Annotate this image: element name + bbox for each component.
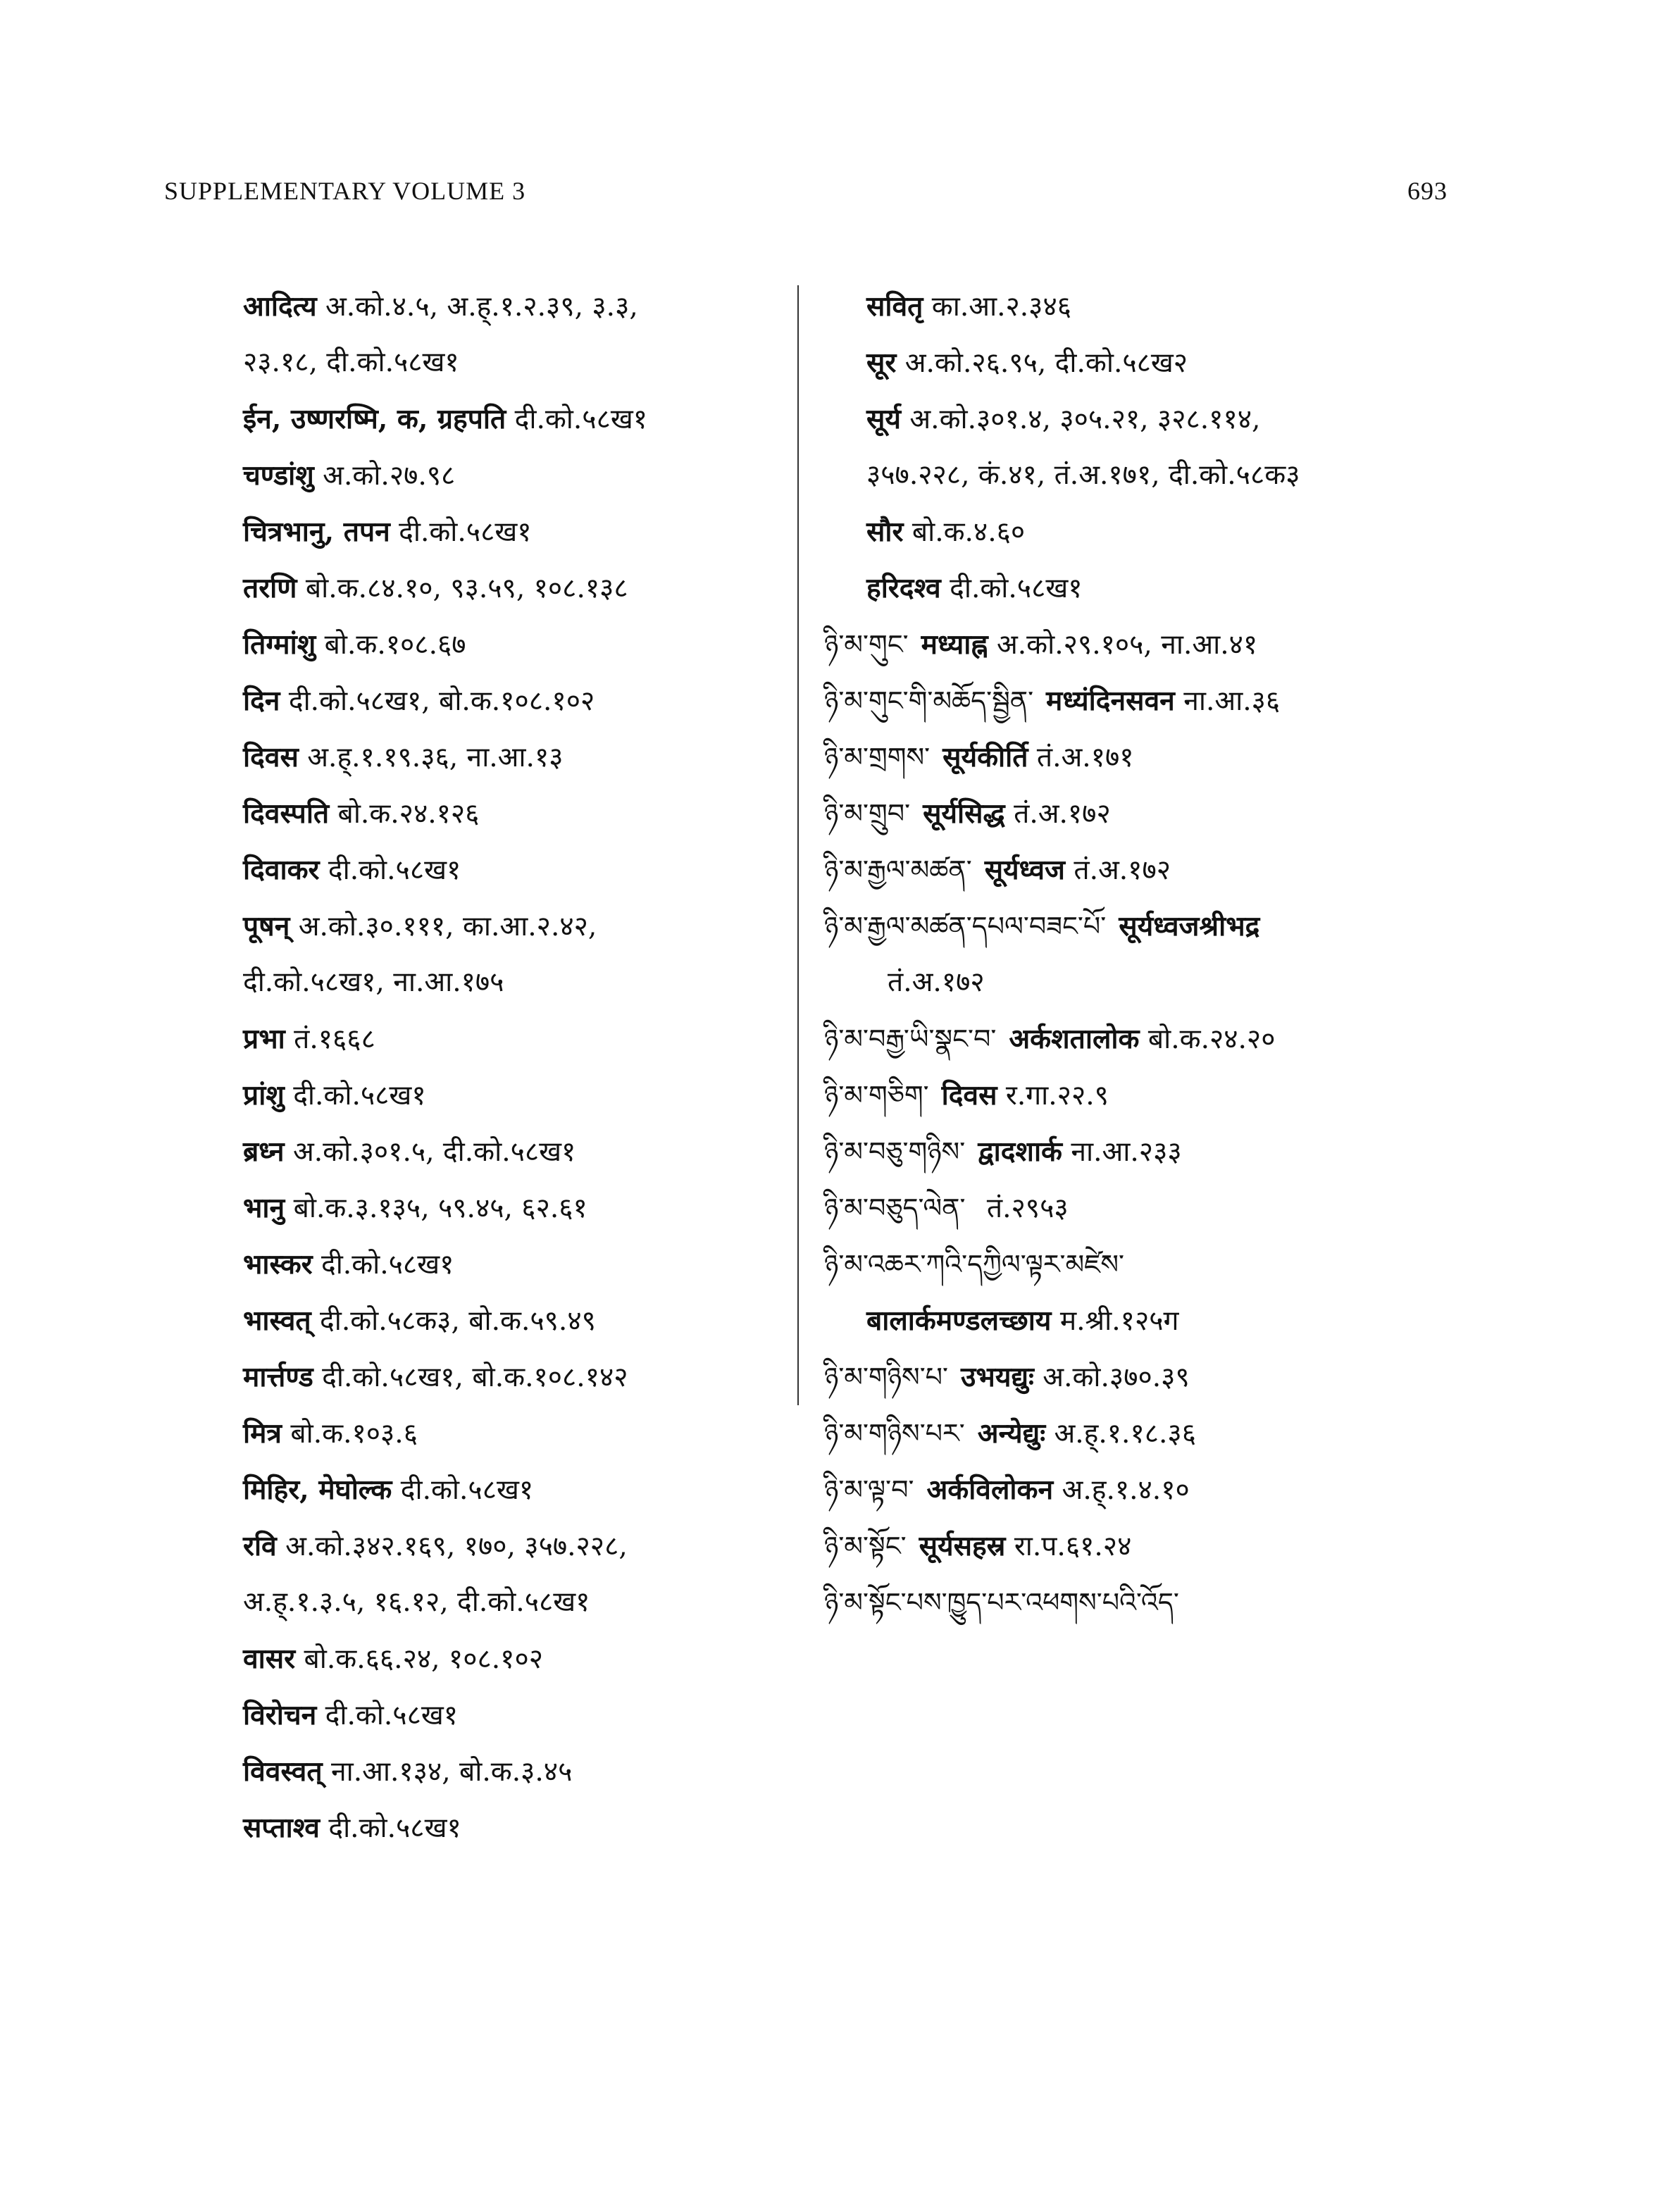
reference: दी.को.५८ख१: [390, 516, 532, 548]
headword: भानु: [243, 1192, 285, 1224]
entry-line: [824, 616, 1571, 673]
headword: विवस्वत्: [243, 1755, 323, 1788]
entry-line: [243, 1743, 807, 1800]
headword: मार्त्तण्ड: [243, 1361, 313, 1393]
reference: बो.क.६६.२४, १०८.१०२: [295, 1643, 544, 1675]
running-title: SUPPLEMENTARY VOLUME 3: [164, 177, 526, 205]
headword: हरिदश्व: [866, 572, 941, 604]
reference: रा.प.६१.२४: [1005, 1531, 1132, 1562]
tibetan-term: ཉི་མ་རྒྱལ་མཚན་དཔལ་བཟང་པོ་: [824, 911, 1107, 942]
reference: म.श्री.१२५ग: [1051, 1305, 1179, 1337]
reference: दी.को.५८ख१, बो.क.१०८.१०२: [280, 685, 595, 717]
entry-line: [824, 560, 1571, 616]
reference: बो.क.४.६०: [903, 516, 1026, 548]
reference: अ.को.३०१.५, दी.को.५८ख१: [284, 1136, 576, 1168]
reference: र.गा.२२.९: [997, 1080, 1109, 1112]
headword: वासर: [243, 1643, 296, 1675]
tibetan-term: ཉི་མ་གཉིས་པར་: [824, 1418, 965, 1449]
reference: तं.अ.१७२: [888, 966, 985, 998]
entry-line: [243, 335, 807, 391]
tibetan-term: ཉི་མ་བརྒྱ་ཡི་སྣང་བ་: [824, 1023, 997, 1054]
reference: दी.को.५८ख१: [506, 404, 648, 435]
headword: सूर्य: [866, 403, 901, 435]
reference: अ.को.२६.९५, दी.को.५८ख२: [896, 347, 1188, 379]
reference: दी.को.५८ख१: [392, 1474, 534, 1506]
reference: अ.को.३७०.३९: [1033, 1362, 1190, 1393]
running-header: [164, 176, 1448, 206]
entry-line: [824, 447, 1571, 504]
entry-line: [243, 1349, 807, 1405]
headword: चित्रभानु, तपन: [243, 516, 390, 548]
entry-line: [824, 1574, 1571, 1631]
reference: तं.२९५३: [978, 1193, 1069, 1224]
entry-line: [243, 1687, 807, 1743]
headword: द्वादशार्क: [978, 1135, 1062, 1168]
left-column: [243, 278, 807, 1856]
entry-line: [824, 1462, 1571, 1518]
entry-line: [243, 278, 807, 335]
headword: मध्याह्न: [921, 628, 988, 661]
reference: अ.को.४.५, अ.ह्.१.२.३९, ३.३,: [316, 291, 638, 323]
reference: अ.ह्.१.१९.३६, ना.आ.१३: [298, 742, 564, 773]
tibetan-term: ཉི་མ་སྟོང་པས་ཁྱུད་པར་འཕགས་པའི་འོད་: [824, 1587, 1179, 1618]
entry-line: [824, 1067, 1571, 1123]
tibetan-term: ཉི་མ་ལྟ་བ་: [824, 1474, 914, 1505]
headword: मध्यंदिनसवन: [1046, 685, 1175, 717]
reference: दी.को.५८ख१: [284, 1080, 426, 1112]
reference: अ.को.३०.१११, का.आ.२.४२,: [290, 911, 597, 942]
headword: मित्र: [243, 1417, 282, 1450]
headword: बालार्कमण्डलच्छाय: [866, 1305, 1052, 1337]
entry-line: [824, 673, 1571, 729]
headword: सूर्यसहस्र: [919, 1530, 1006, 1562]
reference: का.आ.२.३४६: [923, 291, 1072, 323]
entry-line: [824, 1011, 1571, 1067]
entry-line: [824, 842, 1571, 898]
reference: दी.को.५८ख१: [940, 573, 1083, 604]
headword: विरोचन: [243, 1699, 317, 1731]
entry-line: [243, 447, 807, 504]
tibetan-term: ཉི་མ་འཆར་ཀའི་དཀྱིལ་ལྟར་མཛེས་: [824, 1249, 1125, 1280]
entry-line: [824, 1236, 1571, 1293]
tibetan-term: ཉི་མ་གུང་: [824, 629, 909, 660]
entry-line: [243, 1462, 807, 1518]
entry-line: [243, 785, 807, 842]
tibetan-term: ཉི་མ་སྟོང་: [824, 1531, 907, 1562]
reference: दी.को.५८क३, बो.क.५९.४९: [311, 1305, 596, 1337]
column-divider: [797, 285, 799, 1405]
tibetan-term: ཉི་མ་གྲགས་: [824, 742, 931, 773]
tibetan-term: ཉི་མ་གཉིས་པ་: [824, 1362, 949, 1393]
headword: दिवस: [941, 1079, 997, 1112]
entry-line: [824, 504, 1571, 560]
headword: ईन, उष्णरष्मि, क, ग्रहपति: [243, 403, 506, 435]
reference: बो.क.८४.१०, ९३.५९, १०८.१३८: [297, 573, 628, 604]
right-column: [824, 278, 1571, 1631]
headword: भास्कर: [243, 1248, 313, 1281]
entry-line: [243, 1293, 807, 1349]
entry-line: [824, 335, 1571, 391]
entry-line: [824, 1518, 1571, 1574]
headword: अर्कविलोकन: [926, 1474, 1054, 1506]
reference: दी.को.५८ख१: [312, 1249, 454, 1281]
entry-line: [243, 842, 807, 898]
reference: अ.ह्.१.३.५, १६.१२, दी.को.५८ख१: [243, 1586, 590, 1618]
entry-line: [243, 391, 807, 447]
tibetan-term: ཉི་མ་གུང་གི་མཆོད་སྦྱིན་: [824, 685, 1034, 716]
reference: ना.आ.२३३: [1062, 1136, 1182, 1168]
entry-line: [243, 1800, 807, 1856]
tibetan-term: ཉི་མ་གྲུབ་: [824, 798, 911, 829]
reference: बो.क.१०८.६७: [316, 629, 466, 661]
entry-line: [243, 560, 807, 616]
reference: बो.क.२४.२०: [1139, 1023, 1276, 1055]
entry-line: [243, 1631, 807, 1687]
reference: ना.आ.३६: [1174, 685, 1281, 717]
reference: दी.को.५८ख१: [319, 854, 461, 886]
tibetan-term: ཉི་མ་བཅུ་གཉིས་: [824, 1136, 966, 1167]
headword: ब्रध्न: [243, 1135, 285, 1168]
headword: रवि: [243, 1530, 277, 1562]
entry-line: [824, 1349, 1571, 1405]
entry-line: [824, 898, 1571, 954]
reference: तं.अ.१७१: [1028, 742, 1134, 773]
entry-line: [243, 1123, 807, 1180]
headword: मिहिर, मेघोल्क: [243, 1474, 392, 1506]
tibetan-term: ཉི་མ་བཅུད་ལེན་: [824, 1193, 966, 1224]
entry-line: [243, 673, 807, 729]
reference: तं.१६६८: [285, 1023, 375, 1055]
headword: तिग्मांशु: [243, 628, 316, 661]
headword: दिवाकर: [243, 854, 320, 886]
reference: बो.क.३.१३५, ५९.४५, ६२.६१: [285, 1193, 587, 1224]
headword: दिन: [243, 685, 280, 717]
headword: पूषन्: [243, 910, 290, 942]
entry-line: [243, 1011, 807, 1067]
headword: सूर्यध्वजश्रीभद्र: [1119, 910, 1260, 942]
tibetan-term: ཉི་མ་རྒྱལ་མཚན་: [824, 854, 972, 885]
reference: दी.को.५८ख१, ना.आ.१७५: [243, 966, 504, 998]
headword: दिवस: [243, 741, 299, 773]
reference: दी.को.५८ख१, बो.क.१०८.१४२: [313, 1362, 628, 1393]
entry-line: [824, 278, 1571, 335]
entry-line: [243, 1518, 807, 1574]
reference: अ.को.२७.९८: [313, 460, 456, 492]
reference: तं.अ.१७२: [1004, 798, 1111, 830]
headword: सूर्यध्वज: [984, 854, 1065, 886]
reference: बो.क.१०३.६: [281, 1418, 418, 1450]
reference: ना.आ.१३४, बो.क.३.४५: [322, 1756, 573, 1788]
entry-line: [243, 1236, 807, 1293]
reference: २३.१८, दी.को.५८ख१: [243, 347, 459, 378]
page-number: 693: [1407, 177, 1448, 205]
reference: दी.को.५८ख१: [316, 1700, 459, 1731]
entry-line: [824, 729, 1571, 785]
entry-line: [824, 391, 1571, 447]
reference: ३५७.२२८, कं.४१, तं.अ.१७१, दी.को.५८क३: [866, 459, 1300, 491]
entry-line: [243, 1405, 807, 1462]
headword: सौर: [866, 516, 904, 548]
reference: दी.को.५८ख१: [319, 1812, 461, 1844]
reference: अ.को.३४२.१६९, १७०, ३५७.२२८,: [276, 1531, 628, 1562]
entry-line: [243, 729, 807, 785]
reference: अ.को.३०१.४, ३०५.२१, ३२८.११४,: [900, 404, 1261, 435]
headword: सूर: [866, 347, 897, 379]
headword: आदित्य: [243, 290, 317, 323]
reference: बो.क.२४.१२६: [329, 798, 480, 830]
headword: सप्ताश्व: [243, 1812, 320, 1844]
entry-line: [243, 1067, 807, 1123]
reference: अ.को.२९.१०५, ना.आ.४१: [988, 629, 1258, 661]
entry-line: [824, 1293, 1571, 1349]
headword: तरणि: [243, 572, 297, 604]
entry-line: [824, 954, 1571, 1011]
headword: सूर्यसिद्ध: [923, 797, 1005, 830]
entry-line: [824, 1180, 1571, 1236]
entry-line: [243, 898, 807, 954]
headword: चण्डांशु: [243, 459, 314, 492]
entry-line: [243, 504, 807, 560]
reference: तं.अ.१७२: [1064, 854, 1171, 886]
headword: सवितृ: [866, 290, 923, 323]
entry-line: [243, 1574, 807, 1631]
headword: सूर्यकीर्ति: [942, 741, 1028, 773]
entry-line: [243, 954, 807, 1011]
headword: अन्येद्युः: [977, 1417, 1046, 1450]
reference: अ.ह्.१.१८.३६: [1045, 1418, 1196, 1450]
entry-line: [824, 785, 1571, 842]
entry-line: [824, 1123, 1571, 1180]
tibetan-term: ཉི་མ་གཅིག་: [824, 1080, 929, 1111]
entry-line: [243, 1180, 807, 1236]
entry-line: [824, 1405, 1571, 1462]
reference: अ.ह्.१.४.१०: [1053, 1474, 1190, 1506]
headword: प्रभा: [243, 1023, 285, 1055]
headword: अर्कशतालोक: [1009, 1023, 1140, 1055]
headword: उभयद्युः: [961, 1361, 1034, 1393]
headword: दिवस्पति: [243, 797, 330, 830]
entry-line: [243, 616, 807, 673]
headword: भास्वत्: [243, 1305, 311, 1337]
headword: प्रांशु: [243, 1079, 285, 1112]
